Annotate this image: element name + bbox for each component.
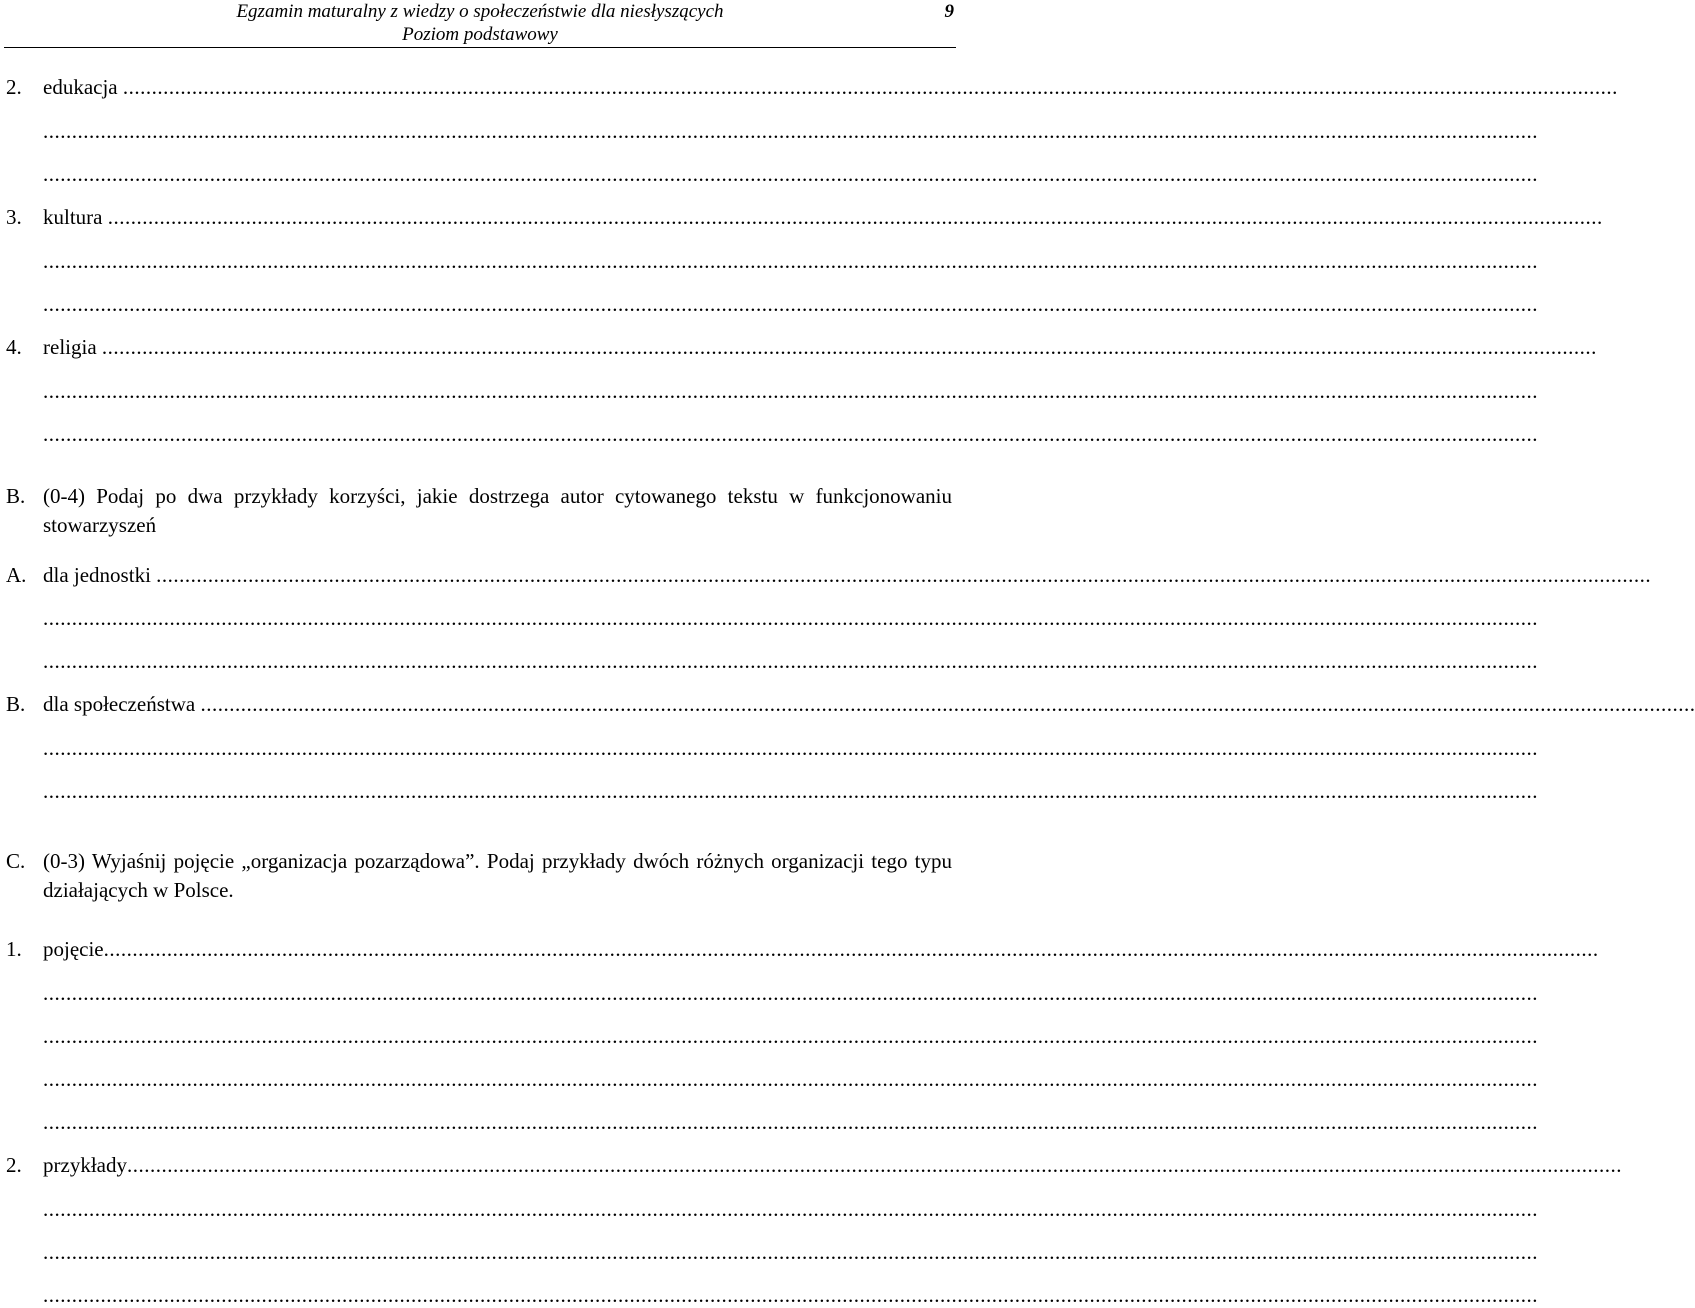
subitem-label: przykłady	[43, 1153, 127, 1177]
dot-leader: ....................................................................................................................................................................................................................................................................	[107, 205, 1603, 229]
answer-line[interactable]	[6, 936, 1599, 962]
task-instruction: (0-4) Podaj po dwa przykłady korzyści, jakie dostrzega autor cytowanego tekstu w funkcjonowaniu stowarzyszeń	[43, 484, 952, 537]
task-c	[6, 847, 952, 905]
dot-leader: ....................................................................................................................................................................................................................................................................	[43, 422, 1538, 446]
answer-line[interactable]	[6, 334, 1597, 360]
item-label: edukacja	[43, 75, 118, 99]
dot-leader: ....................................................................................................................................................................................................................................................................	[43, 981, 1538, 1005]
subitem-number: 2.	[6, 1153, 22, 1177]
dot-leader: ....................................................................................................................................................................................................................................................................	[43, 1283, 1538, 1307]
page-header	[0, 0, 960, 50]
dot-leader: ....................................................................................................................................................................................................................................................................	[103, 937, 1599, 961]
dot-leader: ....................................................................................................................................................................................................................................................................	[43, 1240, 1538, 1264]
dot-leader: ....................................................................................................................................................................................................................................................................	[43, 1110, 1538, 1134]
subitem-label: dla jednostki	[43, 563, 151, 587]
dot-leader: ....................................................................................................................................................................................................................................................................	[43, 1197, 1538, 1221]
answer-line[interactable]	[6, 1282, 1538, 1308]
dot-leader: ....................................................................................................................................................................................................................................................................	[101, 335, 1597, 359]
dot-leader: ....................................................................................................................................................................................................................................................................	[126, 1153, 1622, 1177]
answer-line[interactable]	[6, 691, 1695, 717]
answer-line[interactable]	[6, 735, 1538, 761]
answer-line[interactable]	[6, 161, 1538, 187]
answer-line[interactable]	[6, 291, 1538, 317]
item-number: 3.	[6, 205, 22, 229]
dot-leader: ....................................................................................................................................................................................................................................................................	[43, 162, 1538, 186]
dot-leader: ....................................................................................................................................................................................................................................................................	[43, 1067, 1538, 1091]
dot-leader: ....................................................................................................................................................................................................................................................................	[43, 779, 1538, 803]
dot-leader: ....................................................................................................................................................................................................................................................................	[43, 606, 1538, 630]
answer-line[interactable]	[6, 1152, 1622, 1178]
dot-leader: ....................................................................................................................................................................................................................................................................	[43, 119, 1538, 143]
header-title	[100, 0, 860, 46]
dot-leader: ....................................................................................................................................................................................................................................................................	[43, 379, 1538, 403]
dot-leader: ....................................................................................................................................................................................................................................................................	[43, 736, 1538, 760]
answer-line[interactable]	[6, 378, 1538, 404]
header-line-1: Egzamin maturalny z wiedzy o społeczeństwie dla niesłyszących	[236, 1, 724, 22]
task-number: B.	[6, 484, 26, 508]
subitem-number: 1.	[6, 937, 22, 961]
task-number: C.	[6, 849, 26, 873]
dot-leader: ....................................................................................................................................................................................................................................................................	[43, 649, 1538, 673]
item-number: 4.	[6, 335, 22, 359]
item-number: 2.	[6, 75, 22, 99]
header-rule	[4, 47, 956, 48]
item-label: religia	[43, 335, 97, 359]
answer-line[interactable]	[6, 1066, 1538, 1092]
answer-line[interactable]	[6, 605, 1538, 631]
answer-line[interactable]	[6, 562, 1652, 588]
page-number: 9	[944, 1, 954, 22]
dot-leader: ....................................................................................................................................................................................................................................................................	[43, 1024, 1538, 1048]
answer-line[interactable]	[6, 204, 1603, 230]
answer-line[interactable]	[6, 1239, 1538, 1265]
dot-leader: ....................................................................................................................................................................................................................................................................	[200, 692, 1695, 716]
dot-leader: ....................................................................................................................................................................................................................................................................	[156, 563, 1652, 587]
answer-line[interactable]	[6, 1023, 1538, 1049]
answer-line[interactable]	[6, 778, 1538, 804]
answer-line[interactable]	[6, 1196, 1538, 1222]
subitem-label: pojęcie	[43, 937, 104, 961]
header-line-2: Poziom podstawowy	[402, 24, 558, 45]
dot-leader: ....................................................................................................................................................................................................................................................................	[43, 249, 1538, 273]
item-label: kultura	[43, 205, 103, 229]
answer-line[interactable]	[6, 118, 1538, 144]
answer-line[interactable]	[6, 421, 1538, 447]
answer-line[interactable]	[6, 248, 1538, 274]
answer-line[interactable]	[6, 74, 1618, 100]
task-b	[6, 482, 952, 540]
answer-line[interactable]	[6, 648, 1538, 674]
subitem-number: A.	[6, 563, 27, 587]
subitem-label: dla społeczeństwa	[43, 692, 196, 716]
answer-line[interactable]	[6, 980, 1538, 1006]
dot-leader: ....................................................................................................................................................................................................................................................................	[43, 292, 1538, 316]
dot-leader: ....................................................................................................................................................................................................................................................................	[122, 75, 1618, 99]
subitem-number: B.	[6, 692, 26, 716]
answer-line[interactable]	[6, 1109, 1538, 1135]
task-instruction: (0-3) Wyjaśnij pojęcie „organizacja pozarządowa”. Podaj przykłady dwóch różnych organizacji tego typu działających w Polsce.	[43, 849, 952, 902]
